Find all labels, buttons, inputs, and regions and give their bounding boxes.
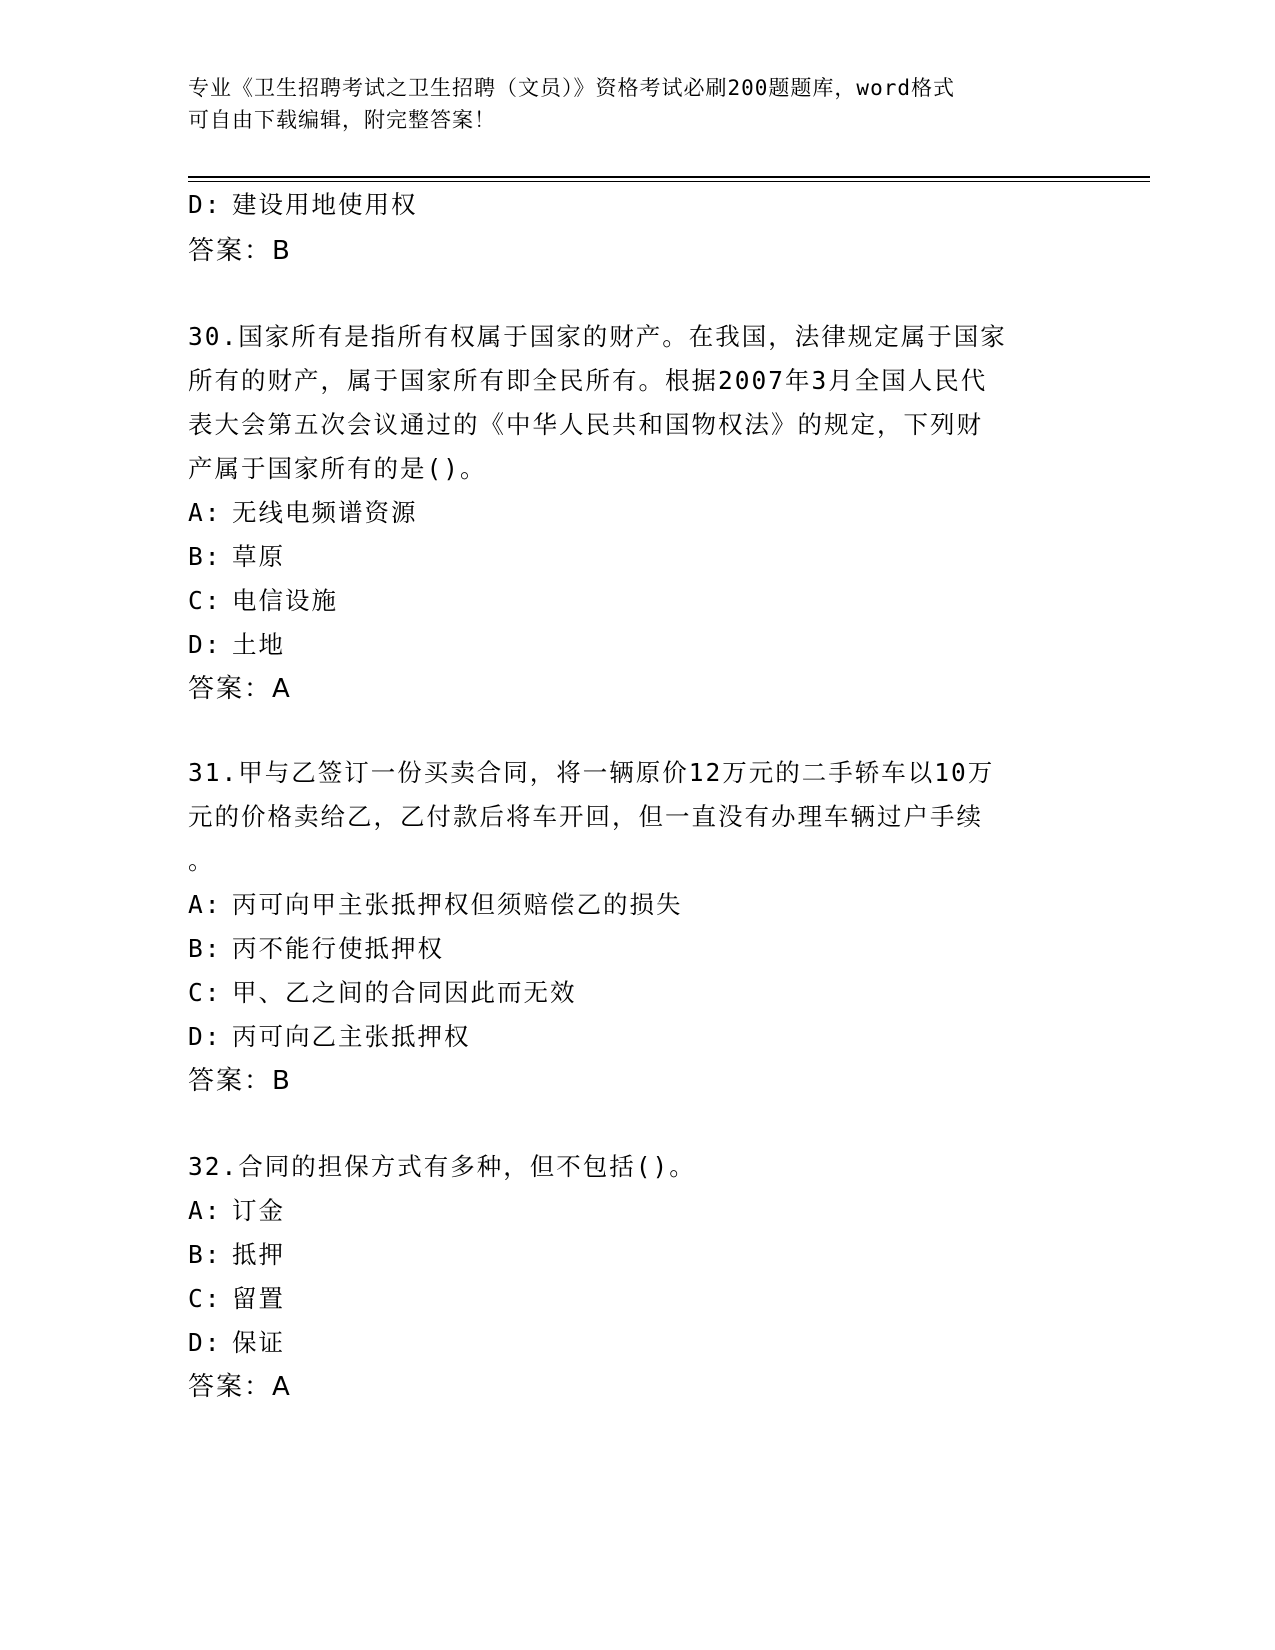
- q30-stem-line-1: 30.国家所有是指所有权属于国家的财产。在我国，法律规定属于国家: [188, 322, 1007, 351]
- option-text: 电信设施: [232, 586, 338, 615]
- q31-stem-line-2: 元的价格卖给乙，乙付款后将车开回，但一直没有办理车辆过户手续: [188, 802, 983, 831]
- option-label: C:: [188, 978, 222, 1007]
- q30-option-d: [188, 626, 285, 661]
- option-label: D:: [188, 1328, 222, 1357]
- option-label: C:: [188, 586, 222, 615]
- option-text: 草原: [232, 542, 285, 571]
- q31-option-a: [188, 886, 683, 921]
- option-text: 无线电频谱资源: [232, 498, 418, 527]
- q31-answer: 答案：B: [188, 1066, 292, 1096]
- option-label: B:: [188, 934, 222, 963]
- q32-option-c: [188, 1280, 285, 1315]
- option-text: 土地: [232, 630, 285, 659]
- header-line-2: 可自由下载编辑，附完整答案！: [188, 108, 496, 132]
- option-label: A:: [188, 498, 222, 527]
- option-text: 丙可向乙主张抵押权: [232, 1022, 471, 1051]
- option-label: C:: [188, 1284, 222, 1313]
- q30-stem-line-2: 所有的财产，属于国家所有即全民所有。根据2007年3月全国人民代: [188, 366, 988, 395]
- option-text: 甲、乙之间的合同因此而无效: [232, 978, 577, 1007]
- header-line-1: 专业《卫生招聘考试之卫生招聘（文员）》资格考试必刷200题题库，word格式: [188, 76, 955, 100]
- option-text: 保证: [232, 1328, 285, 1357]
- q32-option-b: [188, 1236, 285, 1271]
- option-label: B:: [188, 542, 222, 571]
- option-label: B:: [188, 1240, 222, 1269]
- option-label: D:: [188, 1022, 222, 1051]
- q32-answer: 答案：A: [188, 1372, 292, 1402]
- option-text: 留置: [232, 1284, 285, 1313]
- option-label: A:: [188, 890, 222, 919]
- q30-stem-line-3: 表大会第五次会议通过的《中华人民共和国物权法》的规定，下列财: [188, 410, 983, 439]
- document-header: [188, 72, 1068, 136]
- option-text: 丙不能行使抵押权: [232, 934, 444, 963]
- prev-option-d: [188, 186, 418, 221]
- q31-option-b: [188, 930, 444, 965]
- option-text: 抵押: [232, 1240, 285, 1269]
- q30-stem-line-4: 产属于国家所有的是()。: [188, 454, 487, 483]
- q32-option-d: [188, 1324, 285, 1359]
- q31-option-d: [188, 1018, 471, 1053]
- q30-option-c: [188, 582, 338, 617]
- q30-answer: 答案：A: [188, 674, 292, 704]
- q32-option-a: [188, 1192, 285, 1227]
- q30-option-b: [188, 538, 285, 573]
- header-rule-thin: [188, 181, 1150, 182]
- header-rule-thick: [188, 176, 1150, 178]
- option-label: D:: [188, 630, 222, 659]
- q31-stem-line-3: 。: [188, 846, 215, 875]
- q31-option-c: [188, 974, 577, 1009]
- q32-stem-line-1: 32.合同的担保方式有多种，但不包括()。: [188, 1152, 696, 1181]
- q31-stem-line-1: 31.甲与乙签订一份买卖合同，将一辆原价12万元的二手轿车以10万: [188, 758, 995, 787]
- option-text: 丙可向甲主张抵押权但须赔偿乙的损失: [232, 890, 683, 919]
- option-text: 建设用地使用权: [232, 190, 418, 219]
- option-label: A:: [188, 1196, 222, 1225]
- option-label: D:: [188, 190, 222, 219]
- q30-option-a: [188, 494, 418, 529]
- option-text: 订金: [232, 1196, 285, 1225]
- prev-answer: 答案：B: [188, 236, 292, 266]
